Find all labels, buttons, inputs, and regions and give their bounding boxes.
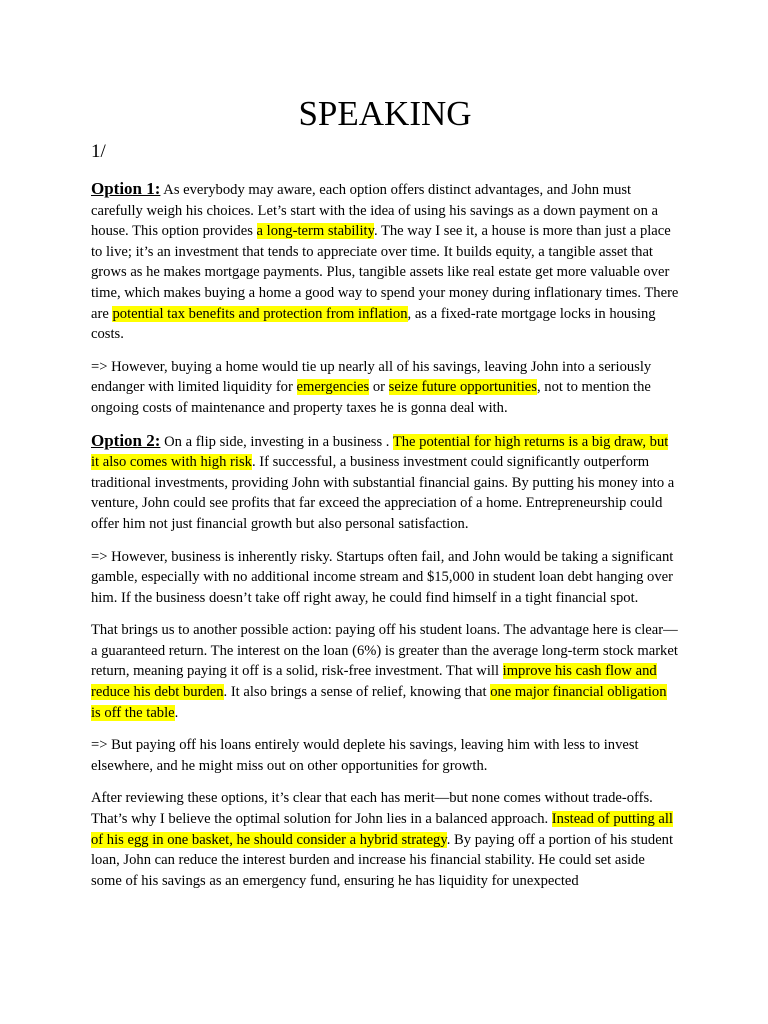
paragraph-text: or	[369, 379, 389, 396]
section-number: 1/	[91, 141, 106, 162]
highlighted-text: potential tax benefits and protection from inflation	[112, 305, 408, 322]
paragraph-text: , not to mention the ongoing costs of maintenance and property taxes he is gonna deal with.	[91, 379, 651, 416]
document-body	[91, 179, 679, 903]
paragraph-text: .	[174, 704, 179, 721]
highlighted-text: emergencies	[296, 379, 370, 396]
highlighted-text: The potential for high returns is a big draw, but it also comes with high risk	[91, 433, 669, 471]
option-label: Option 2:	[91, 430, 161, 450]
paragraph-text: . By paying off a portion of his student loan, John can reduce the interest burden and increase his financial stability. He could set aside some of his savings as an emergency fund, ensuring he has liquidity for unexpected	[91, 831, 674, 889]
paragraph	[91, 788, 679, 891]
paragraph-text: , as a fixed-rate mortgage locks in housing costs.	[91, 305, 656, 343]
paragraph-text: That brings us to another possible action: paying off his student loans. The advantage here is clear—a guaranteed return. The interest on the loan (6%) is greater than the average long-term stock market return, meaning paying it off is a solid, risk-free investment. That will	[91, 622, 678, 680]
paragraph-text: After reviewing these options, it’s clear that each has merit—but none comes without trade-offs. That’s why I believe the optimal solution for John lies in a balanced approach.	[91, 790, 653, 828]
paragraph	[91, 431, 679, 535]
paragraph-text: => But paying off his loans entirely would deplete his savings, leaving him with less to invest elsewhere, and he might miss out on other opportunities for growth.	[91, 737, 639, 774]
highlighted-text: seize future opportunities	[388, 379, 537, 396]
option-label: Option 1:	[91, 179, 161, 198]
paragraph-text: => However, buying a home would tie up nearly all of his savings, leaving John into a seriously endanger with limited liquidity for	[91, 358, 652, 396]
highlighted-text: one major financial obligation is off the table	[91, 684, 667, 721]
paragraph	[91, 179, 679, 345]
paragraph-text: . If successful, a business investment could significantly outperform traditional investments, providing John with substantial financial gains. By putting his money into a venture, John could see profits that far exceed the appreciation of a home. Entrepreneurship could offer him not just financial growth but also personal satisfaction.	[91, 454, 675, 532]
highlighted-text: improve his cash flow and reduce his debt burden	[91, 663, 657, 701]
highlighted-text: Instead of putting all of his egg in one basket, he should consider a hybrid strategy	[91, 811, 673, 848]
paragraph-text: . It also brings a sense of relief, knowing that	[223, 684, 491, 701]
paragraph-text: As everybody may aware, each option offers distinct advantages, and John must carefully weigh his choices. Let’s start with the idea of using his savings as a down payment on a house. This option provides	[91, 182, 658, 240]
paragraph-text: => However, business is inherently risky. Startups often fail, and John would be taking a significant gamble, especially with no additional income stream and $15,000 in student loan debt hanging over him. If the business doesn’t take off right away, he could find himself in a tight financial spot.	[91, 548, 674, 606]
page-title: SPEAKING	[298, 94, 472, 133]
paragraph-text: . The way I see it, a house is more than just a place to live; it’s an investment that tends to appreciate over time. It builds equity, a tangible asset that grows as he makes mortgage payments. Plus, tangible assets like real estate get more valuable over time, which makes buying a home a good way to spend your money during inflationary times. There are	[91, 223, 679, 322]
paragraph	[91, 547, 679, 609]
paragraph	[91, 735, 679, 776]
paragraph	[91, 357, 679, 419]
highlighted-text: a long-term stability	[256, 223, 374, 240]
paragraph-text: On a flip side, investing in a business .	[160, 433, 393, 450]
paragraph	[91, 620, 679, 723]
